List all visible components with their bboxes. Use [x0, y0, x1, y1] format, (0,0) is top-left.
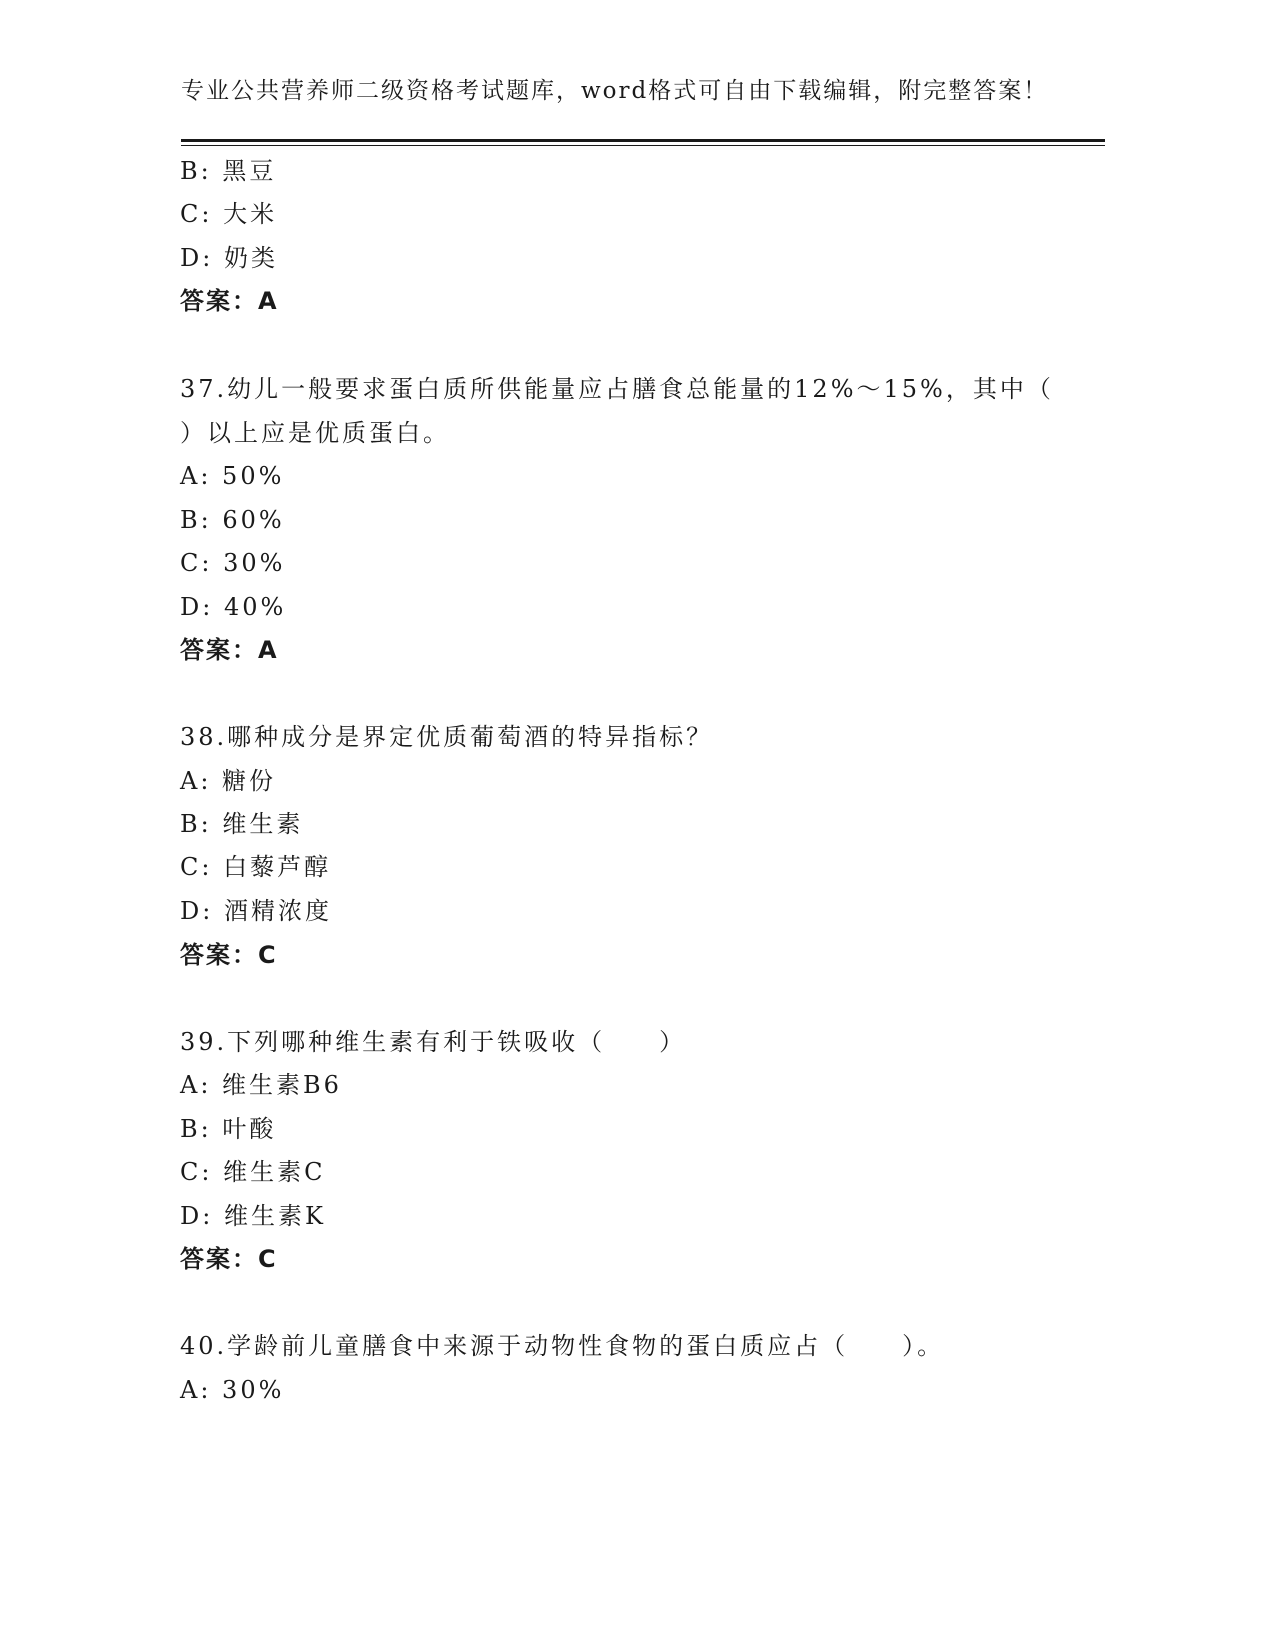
question-39-stem: 39.下列哪种维生素有利于铁吸收（ ）	[180, 1028, 687, 1056]
option-b-prev: B: 黑豆	[180, 157, 277, 185]
question-37-option-d: D: 40%	[180, 593, 287, 621]
option-c-prev: C: 大米	[180, 200, 278, 228]
question-37-stem-line1: 37.幼儿一般要求蛋白质所供能量应占膳食总能量的12%～15%，其中（	[180, 375, 1054, 403]
question-39-option-a: A: 维生素B6	[180, 1071, 342, 1099]
question-37-stem-line2: ）以上应是优质蛋白。	[180, 419, 450, 447]
option-d-prev: D: 奶类	[180, 244, 278, 272]
question-39-option-b: B: 叶酸	[180, 1115, 277, 1143]
question-39-option-d: D: 维生素K	[180, 1202, 326, 1230]
page-header: 专业公共营养师二级资格考试题库，word格式可自由下载编辑，附完整答案！	[181, 78, 1049, 104]
question-38-answer: 答案：C	[180, 941, 278, 969]
question-39-option-c: C: 维生素C	[180, 1158, 326, 1186]
question-38-option-a: A: 糖份	[180, 767, 277, 795]
question-40-option-a: A: 30%	[180, 1376, 285, 1404]
question-40-stem: 40.学龄前儿童膳食中来源于动物性食物的蛋白质应占（ ）。	[180, 1332, 945, 1360]
question-37-answer: 答案：A	[180, 636, 279, 664]
question-37-option-a: A: 50%	[180, 462, 285, 490]
answer-prev: 答案：A	[180, 287, 279, 315]
question-37-option-c: C: 30%	[180, 549, 286, 577]
question-39-answer: 答案：C	[180, 1245, 278, 1273]
question-38-option-b: B: 维生素	[180, 810, 304, 838]
question-37-option-b: B: 60%	[180, 506, 285, 534]
question-38-stem: 38.哪种成分是界定优质葡萄酒的特异指标？	[180, 723, 714, 751]
question-38-option-c: C: 白藜芦醇	[180, 853, 332, 881]
header-rule-thin	[181, 145, 1105, 146]
question-38-option-d: D: 酒精浓度	[180, 897, 332, 925]
header-rule-thick	[181, 139, 1105, 142]
